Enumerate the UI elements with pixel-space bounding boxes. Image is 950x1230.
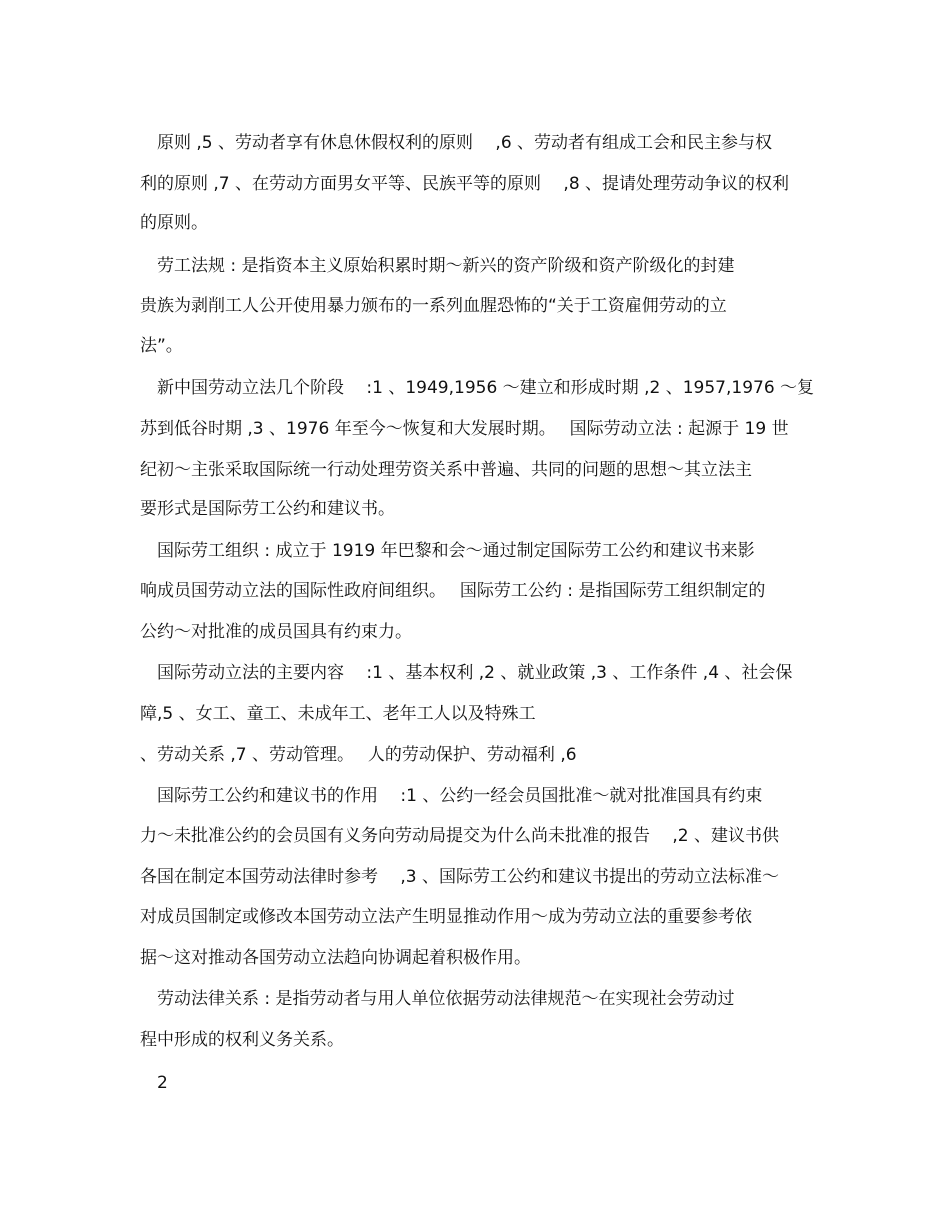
text-line: 、劳动关系 ,7 、劳动管理。 人的劳动保护、劳动福利 ,6 — [140, 745, 577, 765]
text-line: 的原则。 — [140, 213, 208, 233]
text-line: 力～未批准公约的会员国有义务向劳动局提交为什么尚未批准的报告 ,2 、建议书供 — [140, 826, 780, 846]
text-line: 国际劳工公约和建议书的作用 :1 、公约一经会员国批准～就对批准国具有约束 — [140, 786, 763, 806]
text-line: 公约～对批准的成员国具有约束力。 — [140, 622, 412, 642]
text-line: 贵族为剥削工人公开使用暴力颁布的一系列血腥恐怖的“关于工资雇佣劳动的立 — [140, 296, 727, 316]
text-line: 法”。 — [140, 336, 183, 356]
text-line: 据～这对推动各国劳动立法趋向协调起着积极作用。 — [140, 948, 531, 968]
text-line: 各国在制定本国劳动法律时参考 ,3 、国际劳工公约和建议书提出的劳动立法标准～ — [140, 867, 780, 887]
text-line: 劳动法律关系 : 是指劳动者与用人单位依据劳动法律规范～在实现社会劳动过 — [140, 989, 735, 1009]
text-line: 纪初～主张采取国际统一行动处理劳资关系中普遍、共同的问题的思想～其立法主 — [140, 460, 752, 480]
text-line: 劳工法规 : 是指资本主义原始积累时期～新兴的资产阶级和资产阶级化的封建 — [140, 256, 735, 276]
text-line: 国际劳动立法的主要内容 :1 、基本权利 ,2 、就业政策 ,3 、工作条件 ,4 、社会保 — [140, 663, 793, 683]
text-line: 利的原则 ,7 、在劳动方面男女平等、民族平等的原则 ,8 、提请处理劳动争议的权利 — [140, 174, 790, 194]
text-line: 原则 ,5 、劳动者享有休息休假权利的原则 ,6 、劳动者有组成工会和民主参与权 — [140, 133, 773, 153]
page-number: 2 — [140, 1073, 168, 1093]
text-line: 障,5 、女工、童工、未成年工、老年工人以及特殊工 — [140, 704, 536, 724]
text-line: 对成员国制定或修改本国劳动立法产生明显推动作用～成为劳动立法的重要参考依 — [140, 907, 752, 927]
text-line: 国际劳工组织 : 成立于 1919 年巴黎和会～通过制定国际劳工公约和建议书来影 — [140, 541, 755, 561]
text-line: 响成员国劳动立法的国际性政府间组织。 国际劳工公约 : 是指国际劳工组织制定的 — [140, 581, 766, 601]
text-line: 程中形成的权利义务关系。 — [140, 1030, 344, 1050]
text-line: 要形式是国际劳工公约和建议书。 — [140, 499, 395, 519]
text-line: 苏到低谷时期 ,3 、1976 年至今～恢复和大发展时期。 国际劳动立法 : 起源于 19 世 — [140, 419, 789, 439]
text-line: 新中国劳动立法几个阶段 :1 、1949,1956 ～建立和形成时期 ,2 、1957,1976 ～复 — [140, 378, 815, 398]
